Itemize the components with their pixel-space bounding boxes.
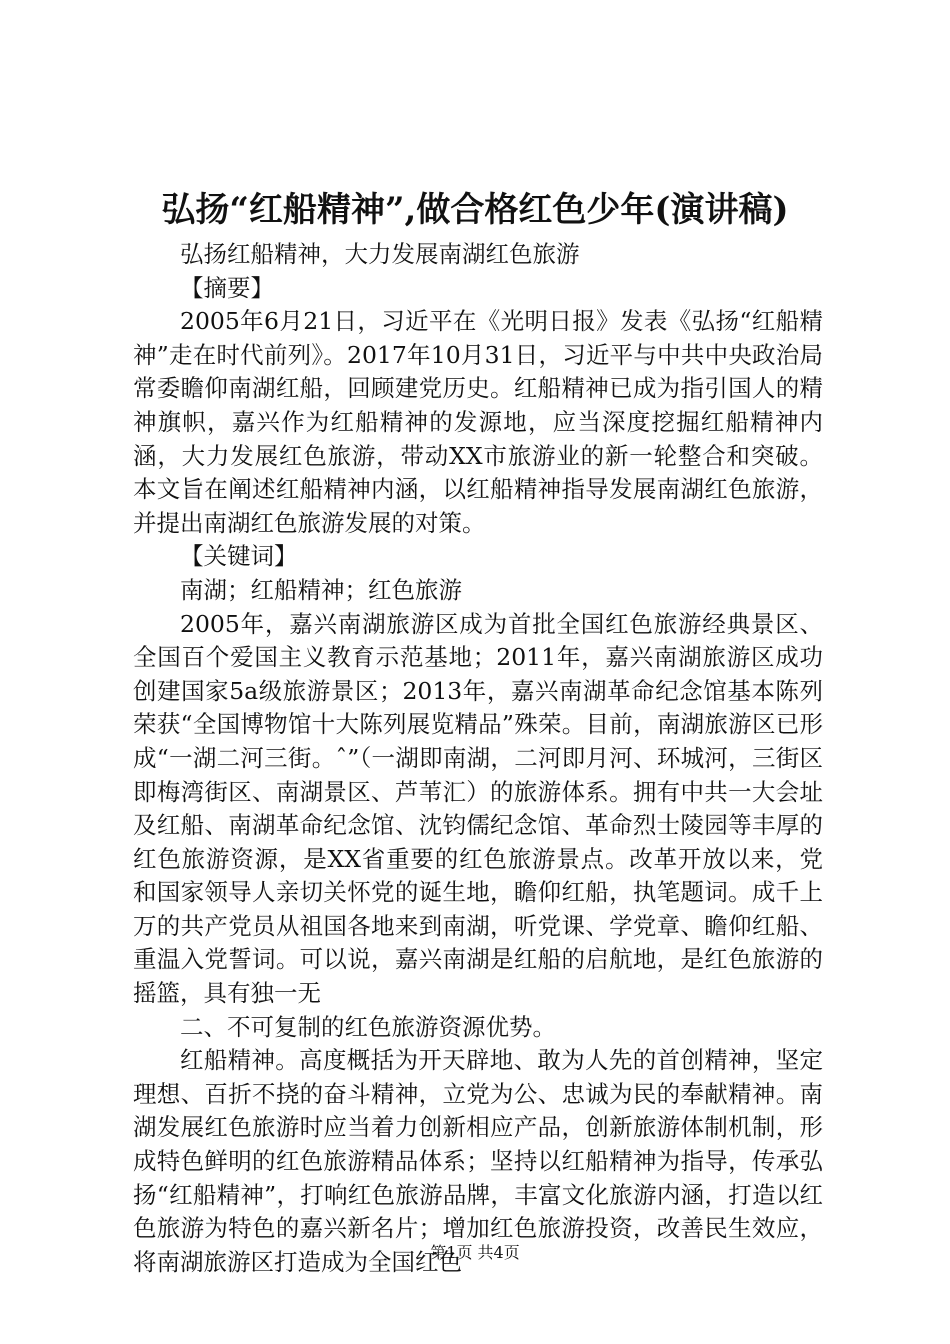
abstract-paragraph: 2005年6月21日，习近平在《光明日报》发表《弘扬“红船精神”走在时代前列》。2017年10月31日，习近平与中共中央政治局常委瞻仰南湖红船，回顾建党历史。红船精神已成为指引国人的精神旗帜，嘉兴作为红船精神的发源地，应当深度挖掘红船精神内涵，大力发展红色旅游，带动XX市旅游业的新一轮整合和突破。本文旨在阐述红船精神内涵，以红船精神指导发展南湖红色旅游，并提出南湖红色旅游发展的对策。 bbox=[133, 307, 823, 537]
subtitle-paragraph: 弘扬红船精神，大力发展南湖红色旅游 bbox=[180, 240, 580, 268]
body-paragraph: 红船精神。高度概括为开天辟地、敢为人先的首创精神，坚定理想、百折不挠的奋斗精神，立党为公、忠诚为民的奉献精神。南湖发展红色旅游时应当着力创新相应产品，创新旅游体制机制，形成特色鲜明的红色旅游精品体系；坚持以红船精神为指导，传承弘扬“红船精神”，打响红色旅游品牌，丰富文化旅游内涵，打造以红色旅游为特色的嘉兴新名片；增加红色旅游投资，改善民生效应，将南湖旅游区打造成为全国红色 bbox=[133, 1046, 823, 1276]
keywords-paragraph: 南湖；红船精神；红色旅游 bbox=[180, 575, 462, 604]
keywords-heading: 【关键词】 bbox=[180, 542, 298, 571]
abstract-heading: 【摘要】 bbox=[180, 273, 274, 302]
body-paragraph: 2005年，嘉兴南湖旅游区成为首批全国红色旅游经典景区、全国百个爱国主义教育示范基地；2011年，嘉兴南湖旅游区成功创建国家5a级旅游景区；2013年，嘉兴南湖革命纪念馆基本陈列荣获“全国博物馆十大陈列展览精品”殊荣。目前，南湖旅游区已形成“一湖二河三街。ˆ”（一湖即南湖，二河即月河、环城河，三街区即梅湾街区、南湖景区、芦苇汇）的旅游体系。拥有中共一大会址及红船、南湖革命纪念馆、沈钧儒纪念馆、革命烈士陵园等丰厚的红色旅游资源，是XX省重要的红色旅游景点。改革开放以来，党和国家领导人亲切关怀党的诞生地，瞻仰红船，执笔题词。成千上万的共产党员从祖国各地来到南湖，听党课、学党章、瞻仰红船、重温入党誓词。可以说，嘉兴南湖是红船的启航地，是红色旅游的摇篮，具有独一无 bbox=[133, 609, 823, 1008]
page-number-footer: 第1页 共4页 bbox=[430, 1243, 520, 1262]
document-title: 弘扬“红船精神”,做合格红色少年(演讲稿) bbox=[161, 190, 789, 230]
document-body bbox=[133, 238, 823, 1279]
body-paragraph: 二、不可复制的红色旅游资源优势。 bbox=[180, 1012, 556, 1041]
